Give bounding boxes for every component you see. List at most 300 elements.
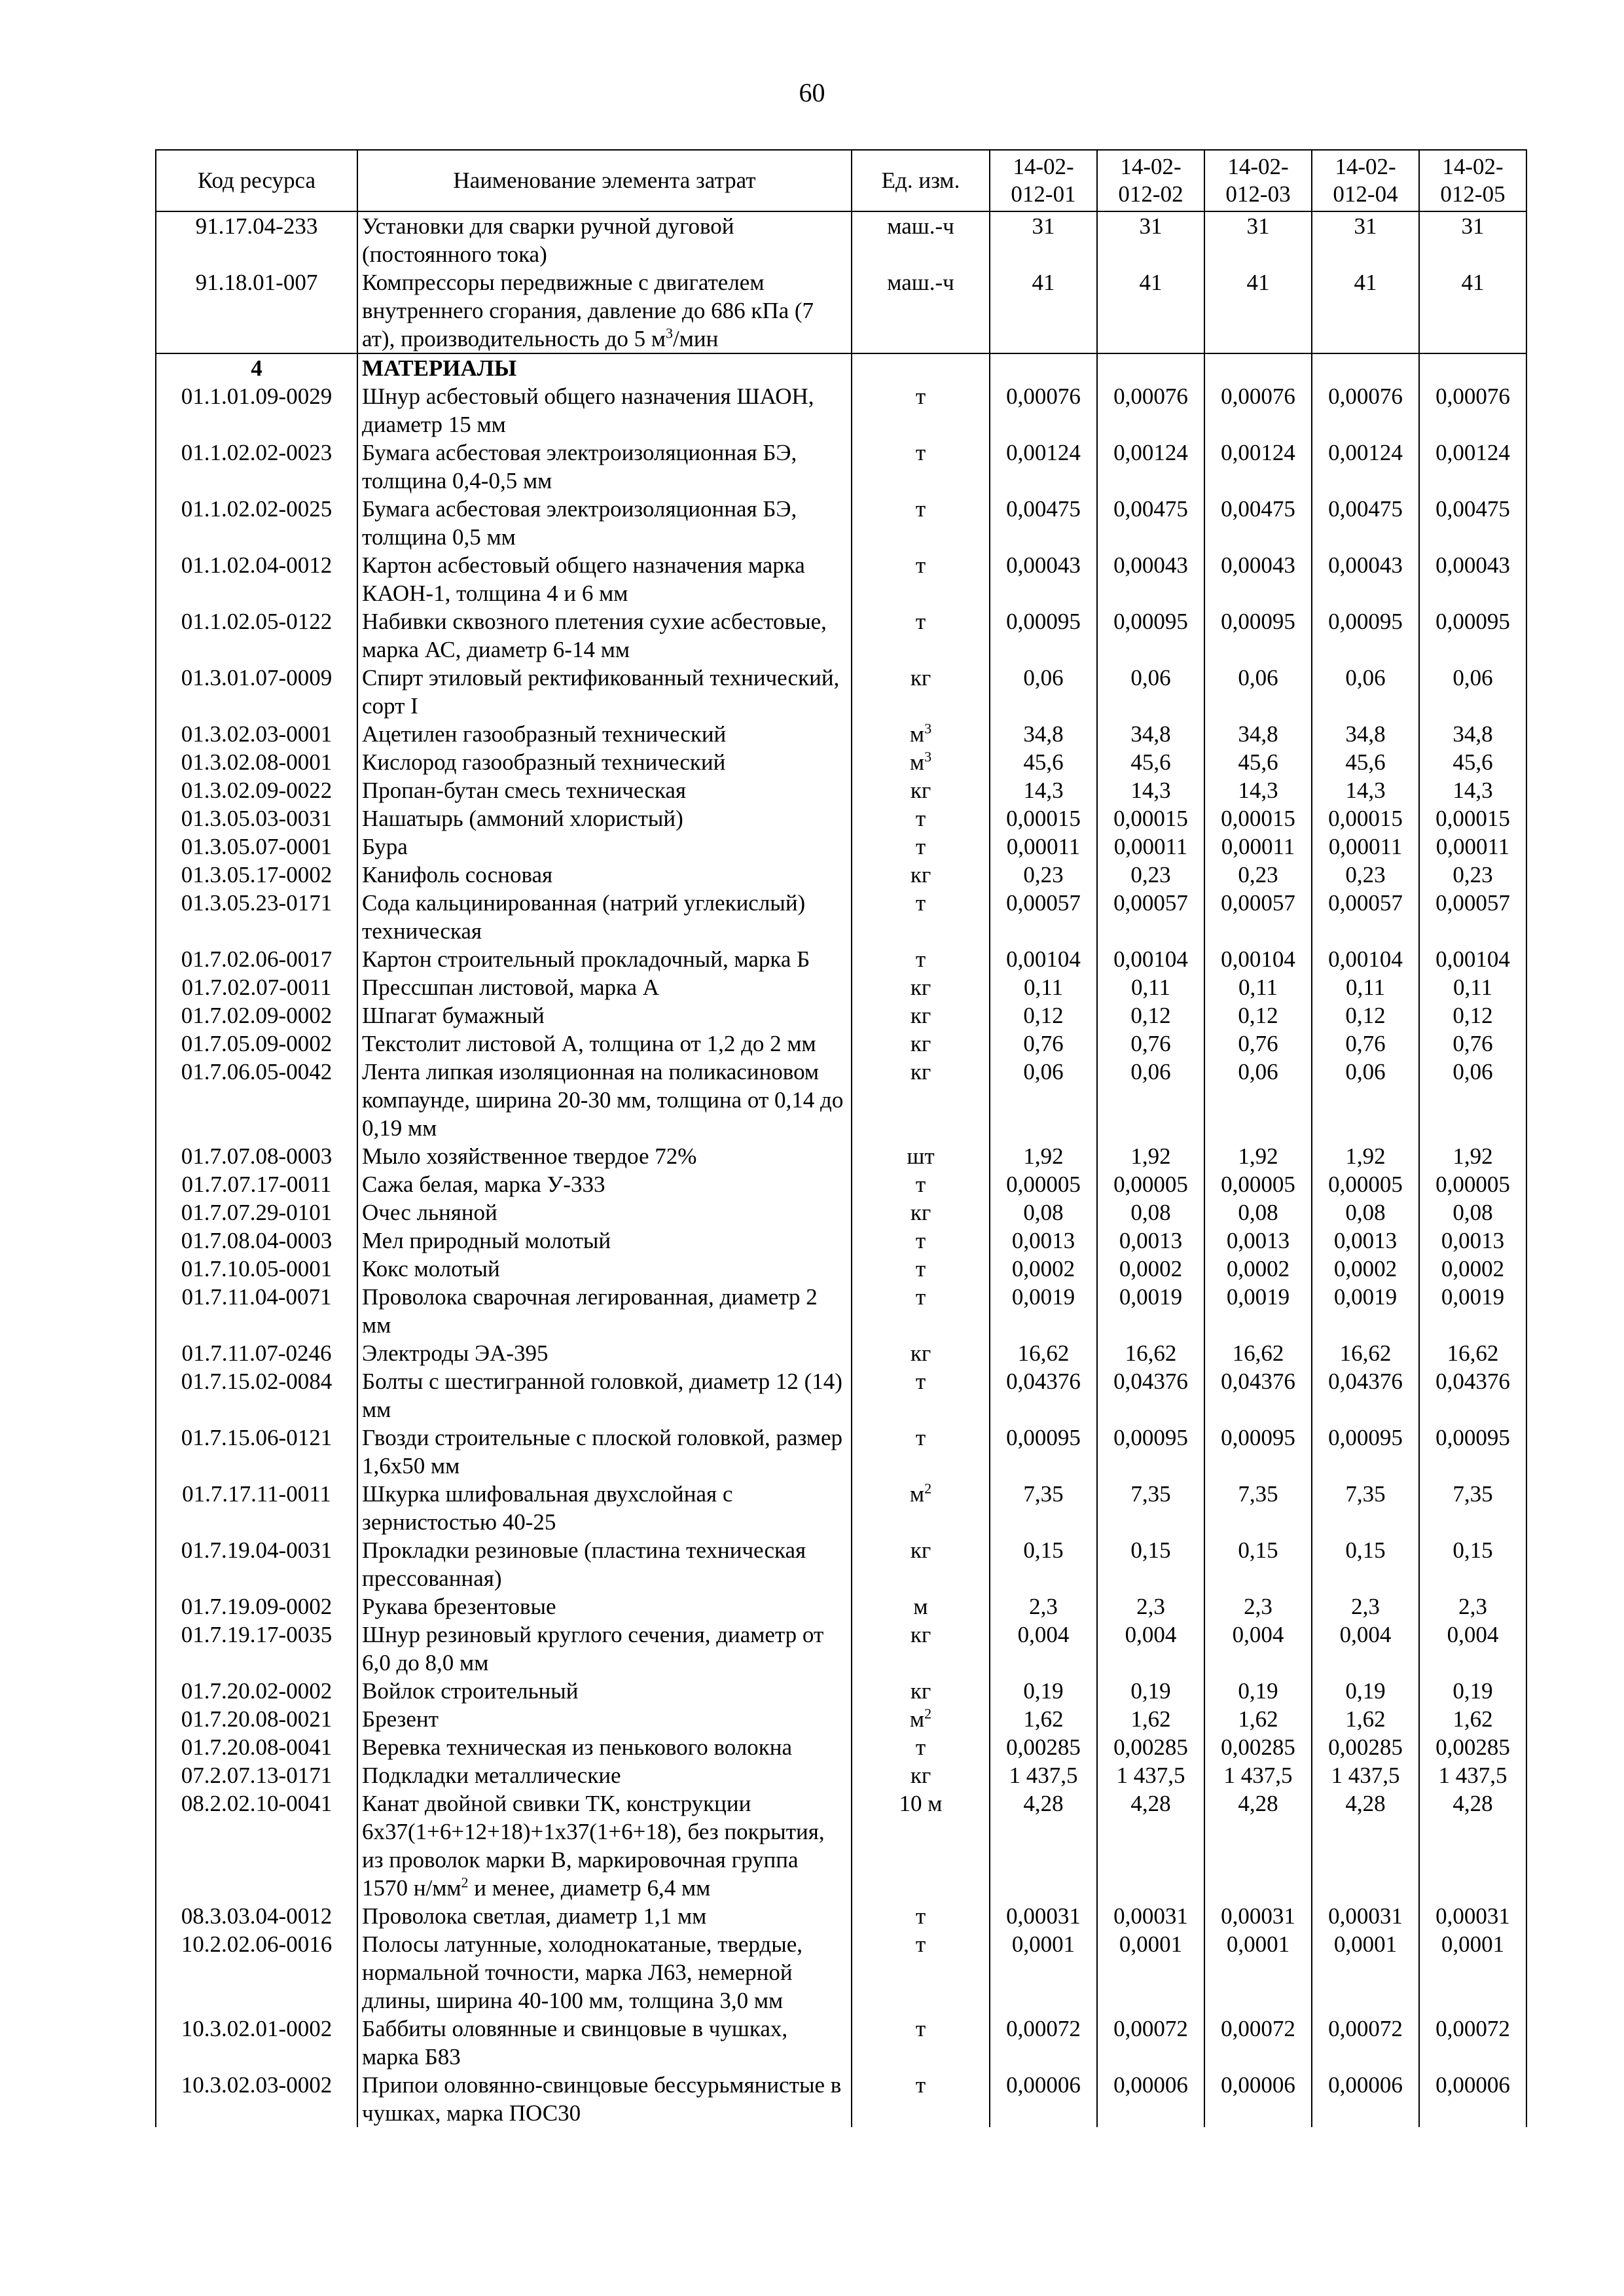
value-cell: 0,00043 [1097,551,1204,607]
resource-name: Припои оловянно-свинцовые бессурьмянистые в чушках, марка ПОС30 [357,2071,852,2127]
value-cell: 0,00043 [1204,551,1312,607]
value-cell: 31 [1419,211,1526,268]
value-cell: 0,11 [990,973,1097,1001]
value-cell: 0,15 [1204,1536,1312,1592]
value-cell: 0,00031 [1097,1902,1204,1930]
value-cell: 0,00104 [1312,945,1419,973]
value-cell: 0,00057 [1419,889,1526,945]
resource-name: Шпагат бумажный [357,1001,852,1030]
resource-name: Сажа белая, марка У-333 [357,1170,852,1198]
table-row [156,1198,1526,1227]
resource-code: 01.7.17.11-0011 [156,1480,357,1536]
table-row [156,1227,1526,1255]
value-cell: 0,00124 [1312,439,1419,495]
unit-cell: м [852,1592,990,1621]
value-cell: 4,28 [1419,1789,1526,1902]
value-cell: 0,00104 [1097,945,1204,973]
value-cell: 7,35 [1312,1480,1419,1536]
table-row [156,1255,1526,1283]
value-cell: 0,15 [1097,1536,1204,1592]
value-cell: 0,00095 [990,1424,1097,1480]
resource-code: 91.18.01-007 [156,268,357,353]
header-col-3: 14-02- 012-03 [1204,150,1312,211]
table-row [156,945,1526,973]
value-cell: 14,3 [990,776,1097,804]
resource-name: Бура [357,833,852,861]
value-cell: 0,0002 [1204,1255,1312,1283]
value-cell: 1 437,5 [1419,1761,1526,1789]
unit-cell: $м^2$ [852,1480,990,1536]
value-cell: 0,00057 [1312,889,1419,945]
resource-code: 01.3.05.07-0001 [156,833,357,861]
value-cell: 0,19 [1097,1677,1204,1705]
unit-cell: т [852,1255,990,1283]
unit-cell: т [852,804,990,833]
value-cell: 0,76 [1312,1030,1419,1058]
resource-name: Очес льняной [357,1198,852,1227]
value-cell: 41 [1419,268,1526,353]
value-cell: 0,004 [1097,1621,1204,1677]
value-cell: 0,00015 [1419,804,1526,833]
value-cell: 0,12 [1204,1001,1312,1030]
value-cell: 0,06 [1097,1058,1204,1142]
value-cell [1419,353,1526,382]
resource-code: 01.3.02.08-0001 [156,748,357,776]
unit-cell: т [852,439,990,495]
value-cell: 0,0013 [1312,1227,1419,1255]
value-cell: 0,04376 [1312,1367,1419,1424]
resource-code: 01.7.07.08-0003 [156,1142,357,1170]
value-cell: 0,00095 [1097,1424,1204,1480]
value-cell: 14,3 [1312,776,1419,804]
value-cell: 7,35 [990,1480,1097,1536]
value-cell: 4,28 [1312,1789,1419,1902]
resource-code: 10.3.02.01-0002 [156,2015,357,2071]
table-row [156,1621,1526,1677]
resource-name: Шкурка шлифовальная двухслойная с зернистостью 40-25 [357,1480,852,1536]
value-cell: 1,92 [1312,1142,1419,1170]
value-cell: 7,35 [1204,1480,1312,1536]
resource-code: 10.3.02.03-0002 [156,2071,357,2127]
resource-code: 01.3.05.17-0002 [156,861,357,889]
value-cell: 0,00015 [1204,804,1312,833]
value-cell: 16,62 [1419,1339,1526,1367]
resource-name: Нашатырь (аммоний хлористый) [357,804,852,833]
unit-cell: кг [852,1339,990,1367]
value-cell: 0,00095 [1419,1424,1526,1480]
unit-cell: т [852,889,990,945]
resource-code: 01.1.02.02-0023 [156,439,357,495]
unit-cell: т [852,495,990,551]
unit-cell: т [852,1227,990,1255]
value-cell: 0,00072 [1204,2015,1312,2071]
value-cell: 0,00104 [1419,945,1526,973]
value-cell: 0,08 [1419,1198,1526,1227]
value-cell: 0,76 [1204,1030,1312,1058]
value-cell: 0,00005 [990,1170,1097,1198]
value-cell: 2,3 [990,1592,1097,1621]
resource-name: Веревка техническая из пенькового волокна [357,1733,852,1761]
value-cell: 34,8 [990,720,1097,748]
value-cell: 45,6 [1312,748,1419,776]
table-row [156,2015,1526,2071]
value-cell: 0,00043 [1419,551,1526,607]
value-cell: 0,00072 [1312,2015,1419,2071]
resource-code: 01.7.10.05-0001 [156,1255,357,1283]
resource-name: Пропан-бутан смесь техническая [357,776,852,804]
value-cell: 1,92 [1419,1142,1526,1170]
resource-code: 01.7.07.17-0011 [156,1170,357,1198]
value-cell: 4,28 [1097,1789,1204,1902]
value-cell: 0,19 [1204,1677,1312,1705]
table-row [156,1592,1526,1621]
value-cell: 0,00475 [1204,495,1312,551]
unit-cell: $м^2$ [852,1705,990,1733]
value-cell: 0,0001 [1204,1930,1312,2015]
value-cell: 31 [1312,211,1419,268]
unit-cell: т [852,1902,990,1930]
unit-cell: т [852,1930,990,2015]
header-col-1: 14-02- 012-01 [990,150,1097,211]
value-cell: 7,35 [1097,1480,1204,1536]
table-row [156,776,1526,804]
value-cell: 0,00015 [1097,804,1204,833]
unit-cell: $м^3$ [852,720,990,748]
resource-table [155,149,1527,2127]
value-cell: 0,19 [1312,1677,1419,1705]
value-cell: 0,0001 [1097,1930,1204,2015]
value-cell: 0,12 [990,1001,1097,1030]
value-cell: 0,06 [990,1058,1097,1142]
value-cell: 0,0019 [1204,1283,1312,1339]
value-cell: 0,00095 [990,607,1097,664]
value-cell: 0,00095 [1312,1424,1419,1480]
resource-name: Кислород газообразный технический [357,748,852,776]
value-cell: 0,00124 [990,439,1097,495]
unit-cell: кг [852,664,990,720]
resource-name: Установки для сварки ручной дуговой (постоянного тока) [357,211,852,268]
resource-name: Баббиты оловянные и свинцовые в чушках, марка Б83 [357,2015,852,2071]
resource-name: Картон строительный прокладочный, марка Б [357,945,852,973]
value-cell: 0,00043 [1312,551,1419,607]
resource-code: 91.17.04-233 [156,211,357,268]
resource-code: 01.7.06.05-0042 [156,1058,357,1142]
value-cell: 0,00076 [1419,382,1526,439]
value-cell: 31 [990,211,1097,268]
resource-code: 08.2.02.10-0041 [156,1789,357,1902]
unit-cell: т [852,1733,990,1761]
value-cell: 0,04376 [990,1367,1097,1424]
unit-cell [852,353,990,382]
value-cell: 14,3 [1097,776,1204,804]
unit-cell: кг [852,1058,990,1142]
value-cell: 16,62 [1204,1339,1312,1367]
value-cell: 0,00011 [1419,833,1526,861]
unit-cell: т [852,833,990,861]
resource-code: 10.2.02.06-0016 [156,1930,357,2015]
value-cell: 0,00076 [1097,382,1204,439]
unit-cell: т [852,607,990,664]
value-cell: 0,06 [1097,664,1204,720]
value-cell: 0,06 [1419,1058,1526,1142]
value-cell [1204,353,1312,382]
value-cell: 0,00072 [1097,2015,1204,2071]
header-col-5: 14-02- 012-05 [1419,150,1526,211]
value-cell: 34,8 [1312,720,1419,748]
unit-cell: т [852,945,990,973]
unit-cell: т [852,2015,990,2071]
value-cell: 0,00015 [990,804,1097,833]
table-row [156,1733,1526,1761]
resource-name: Канат двойной свивки ТК, конструкции 6х37(1+6+12+18)+1х37(1+6+18), без покрытия, из проволок марки В, маркировочная группа 1570 $н/мм^2$ и менее, диаметр 6,4 мм [357,1789,852,1902]
resource-name: Электроды ЭА-395 [357,1339,852,1367]
value-cell: 41 [990,268,1097,353]
table-row [156,1761,1526,1789]
value-cell: 0,00124 [1419,439,1526,495]
table-row [156,1283,1526,1339]
value-cell: 0,00015 [1312,804,1419,833]
value-cell: 0,11 [1204,973,1312,1001]
value-cell: 0,00031 [990,1902,1097,1930]
value-cell: 1 437,5 [1204,1761,1312,1789]
unit-cell: кг [852,1621,990,1677]
value-cell [1312,353,1419,382]
value-cell: 31 [1097,211,1204,268]
value-cell: 1 437,5 [1312,1761,1419,1789]
value-cell: 34,8 [1204,720,1312,748]
value-cell [1097,353,1204,382]
value-cell: 0,23 [990,861,1097,889]
resource-name: Бумага асбестовая электроизоляционная БЭ, толщина 0,4-0,5 мм [357,439,852,495]
value-cell: 0,00475 [990,495,1097,551]
resource-name: Болты с шестигранной головкой, диаметр 12 (14) мм [357,1367,852,1424]
resource-name: МАТЕРИАЛЫ [357,353,852,382]
value-cell: 0,004 [1204,1621,1312,1677]
value-cell: 0,19 [990,1677,1097,1705]
value-cell: 14,3 [1204,776,1312,804]
value-cell: 0,00006 [990,2071,1097,2127]
resource-name: Прессшпан листовой, марка А [357,973,852,1001]
value-cell: 0,00475 [1097,495,1204,551]
resource-name: Набивки сквозного плетения сухие асбестовые, марка АС, диаметр 6-14 мм [357,607,852,664]
value-cell: 0,76 [990,1030,1097,1058]
value-cell: 0,00124 [1204,439,1312,495]
table-body [156,211,1526,2127]
value-cell: 2,3 [1204,1592,1312,1621]
value-cell: 1,62 [990,1705,1097,1733]
value-cell: 16,62 [1097,1339,1204,1367]
value-cell: 45,6 [990,748,1097,776]
table-row [156,1536,1526,1592]
unit-cell: маш.-ч [852,211,990,268]
table-row [156,607,1526,664]
resource-code: 01.3.05.23-0171 [156,889,357,945]
table-row [156,1930,1526,2015]
unit-cell: кг [852,776,990,804]
value-cell: 0,0002 [1312,1255,1419,1283]
value-cell: 0,00475 [1312,495,1419,551]
unit-cell: т [852,1367,990,1424]
value-cell: 0,00006 [1097,2071,1204,2127]
resource-code: 01.3.05.03-0031 [156,804,357,833]
value-cell: 0,06 [1312,1058,1419,1142]
unit-cell: т [852,1170,990,1198]
resource-code: 01.1.02.02-0025 [156,495,357,551]
resource-name: Брезент [357,1705,852,1733]
unit-cell: шт [852,1142,990,1170]
value-cell: 2,3 [1312,1592,1419,1621]
value-cell: 0,00011 [990,833,1097,861]
resource-name: Спирт этиловый ректификованный технический, сорт I [357,664,852,720]
value-cell: 0,0019 [1419,1283,1526,1339]
table-row [156,1902,1526,1930]
table-row [156,211,1526,268]
value-cell [990,353,1097,382]
value-cell: 0,00043 [990,551,1097,607]
value-cell: 0,76 [1419,1030,1526,1058]
value-cell: 0,00285 [1419,1733,1526,1761]
value-cell: 45,6 [1204,748,1312,776]
value-cell: 0,00057 [1097,889,1204,945]
value-cell: 0,06 [1204,664,1312,720]
resource-code: 01.1.01.09-0029 [156,382,357,439]
value-cell: 0,11 [1419,973,1526,1001]
value-cell: 0,00072 [1419,2015,1526,2071]
value-cell: 0,004 [990,1621,1097,1677]
unit-cell: т [852,382,990,439]
value-cell: 0,06 [990,664,1097,720]
resource-name: Сода кальцинированная (натрий углекислый) техническая [357,889,852,945]
value-cell: 0,08 [990,1198,1097,1227]
value-cell: 0,12 [1419,1001,1526,1030]
value-cell: 0,00011 [1204,833,1312,861]
value-cell: 31 [1204,211,1312,268]
value-cell: 1 437,5 [990,1761,1097,1789]
resource-code: 07.2.07.13-0171 [156,1761,357,1789]
value-cell: 0,00104 [990,945,1097,973]
value-cell: 45,6 [1419,748,1526,776]
value-cell: 0,00095 [1204,607,1312,664]
resource-code: 01.7.11.07-0246 [156,1339,357,1367]
value-cell: 0,04376 [1097,1367,1204,1424]
value-cell: 0,0019 [1097,1283,1204,1339]
value-cell: 1,62 [1097,1705,1204,1733]
resource-code: 01.7.02.07-0011 [156,973,357,1001]
value-cell: 0,00031 [1204,1902,1312,1930]
table-row [156,1367,1526,1424]
value-cell: 0,23 [1097,861,1204,889]
resource-code: 01.7.08.04-0003 [156,1227,357,1255]
value-cell: 0,0019 [1312,1283,1419,1339]
resource-code: 01.7.02.06-0017 [156,945,357,973]
value-cell: 0,0001 [1312,1930,1419,2015]
unit-cell: кг [852,861,990,889]
value-cell: 41 [1097,268,1204,353]
unit-cell: т [852,1283,990,1339]
page-number: 60 [799,78,825,107]
value-cell: 0,12 [1097,1001,1204,1030]
value-cell: 1 437,5 [1097,1761,1204,1789]
value-cell: 0,00104 [1204,945,1312,973]
value-cell: 0,00011 [1312,833,1419,861]
value-cell: 0,23 [1419,861,1526,889]
value-cell: 0,00095 [1097,607,1204,664]
table-row [156,1058,1526,1142]
resource-code: 01.7.19.04-0031 [156,1536,357,1592]
value-cell: 0,15 [1312,1536,1419,1592]
resource-name: Кокс молотый [357,1255,852,1283]
resource-code: 4 [156,353,357,382]
resource-name: Проволока сварочная легированная, диаметр 2 мм [357,1283,852,1339]
value-cell: 7,35 [1419,1480,1526,1536]
resource-name: Прокладки резиновые (пластина техническая прессованная) [357,1536,852,1592]
value-cell: 0,00285 [1204,1733,1312,1761]
value-cell: 0,15 [990,1536,1097,1592]
unit-cell: кг [852,1761,990,1789]
value-cell: 0,0002 [1097,1255,1204,1283]
unit-cell: 10 м [852,1789,990,1902]
value-cell: 0,23 [1312,861,1419,889]
table-row [156,1339,1526,1367]
resource-code: 01.7.19.17-0035 [156,1621,357,1677]
value-cell: 41 [1312,268,1419,353]
table-row [156,720,1526,748]
value-cell: 34,8 [1097,720,1204,748]
value-cell: 0,004 [1312,1621,1419,1677]
value-cell: 0,06 [1312,664,1419,720]
unit-cell: маш.-ч [852,268,990,353]
table-row [156,2071,1526,2127]
table-row [156,748,1526,776]
value-cell: 0,11 [1097,973,1204,1001]
value-cell: 45,6 [1097,748,1204,776]
resource-code: 01.7.15.02-0084 [156,1367,357,1424]
value-cell: 0,004 [1419,1621,1526,1677]
value-cell: 1,62 [1419,1705,1526,1733]
resource-code: 01.7.07.29-0101 [156,1198,357,1227]
value-cell: 0,00031 [1312,1902,1419,1930]
resource-code: 01.3.02.03-0001 [156,720,357,748]
value-cell: 0,08 [1312,1198,1419,1227]
value-cell: 0,00005 [1312,1170,1419,1198]
value-cell: 0,00005 [1097,1170,1204,1198]
table-row [156,268,1526,353]
table-row [156,1789,1526,1902]
value-cell: 34,8 [1419,720,1526,748]
resource-code: 01.1.02.04-0012 [156,551,357,607]
resource-name: Гвозди строительные с плоской головкой, размер 1,6х50 мм [357,1424,852,1480]
value-cell: 0,0013 [1097,1227,1204,1255]
value-cell: 0,00285 [1312,1733,1419,1761]
table-row [156,551,1526,607]
value-cell: 0,0013 [1419,1227,1526,1255]
value-cell: 0,08 [1097,1198,1204,1227]
value-cell: 0,04376 [1419,1367,1526,1424]
value-cell: 1,92 [1097,1142,1204,1170]
resource-code: 01.1.02.05-0122 [156,607,357,664]
unit-cell: кг [852,1001,990,1030]
value-cell: 0,76 [1097,1030,1204,1058]
value-cell: 0,11 [1312,973,1419,1001]
value-cell: 0,08 [1204,1198,1312,1227]
table-row [156,804,1526,833]
resource-name: Шнур резиновый круглого сечения, диаметр от 6,0 до 8,0 мм [357,1621,852,1677]
value-cell: 2,3 [1097,1592,1204,1621]
value-cell: 0,00005 [1204,1170,1312,1198]
resource-code: 01.3.02.09-0022 [156,776,357,804]
value-cell: 0,00095 [1419,607,1526,664]
value-cell: 0,00057 [1204,889,1312,945]
